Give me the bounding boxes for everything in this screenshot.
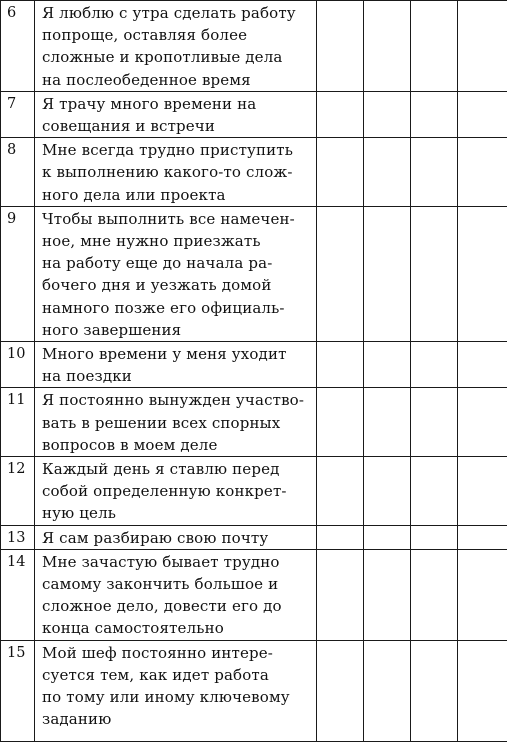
question-number: 9 xyxy=(1,206,35,341)
question-row xyxy=(1,640,507,741)
answer-cell[interactable] xyxy=(364,206,411,341)
answer-cell[interactable] xyxy=(317,388,364,457)
statement-line: к выполнению какого-то слож- xyxy=(42,161,312,183)
question-statement xyxy=(35,388,317,457)
statement-line: на поездки xyxy=(42,365,312,387)
answer-cell[interactable] xyxy=(458,525,507,549)
answer-cell[interactable] xyxy=(411,457,458,526)
question-statement xyxy=(35,1,317,92)
question-row xyxy=(1,525,507,549)
statement-line: Много времени у меня уходит xyxy=(42,343,312,365)
question-statement xyxy=(35,206,317,341)
statement-line: сложные и кропотливые дела xyxy=(42,46,312,68)
answer-cell[interactable] xyxy=(364,342,411,388)
answer-cell[interactable] xyxy=(364,457,411,526)
question-number: 12 xyxy=(1,457,35,526)
question-statement xyxy=(35,640,317,741)
answer-cell[interactable] xyxy=(411,549,458,640)
question-row xyxy=(1,1,507,92)
question-number: 13 xyxy=(1,525,35,549)
question-row xyxy=(1,342,507,388)
question-row xyxy=(1,206,507,341)
question-number: 8 xyxy=(1,138,35,207)
answer-cell[interactable] xyxy=(317,640,364,741)
answer-cell[interactable] xyxy=(317,549,364,640)
questionnaire-rows xyxy=(1,1,507,742)
statement-line: ного дела или проекта xyxy=(42,184,312,206)
answer-cell[interactable] xyxy=(317,138,364,207)
statement-line: совещания и встречи xyxy=(42,115,312,137)
answer-cell[interactable] xyxy=(411,342,458,388)
question-number: 14 xyxy=(1,549,35,640)
statement-line: суется тем, как идет работа xyxy=(42,664,312,686)
statement-line: конца самостоятельно xyxy=(42,617,312,639)
answer-cell[interactable] xyxy=(458,138,507,207)
answer-cell[interactable] xyxy=(317,206,364,341)
answer-cell[interactable] xyxy=(458,1,507,92)
question-number: 10 xyxy=(1,342,35,388)
question-row xyxy=(1,138,507,207)
question-statement xyxy=(35,342,317,388)
answer-cell[interactable] xyxy=(411,91,458,137)
answer-cell[interactable] xyxy=(317,91,364,137)
question-statement xyxy=(35,457,317,526)
question-row xyxy=(1,549,507,640)
answer-cell[interactable] xyxy=(458,549,507,640)
statement-line: ное, мне нужно приезжать xyxy=(42,230,312,252)
answer-cell[interactable] xyxy=(458,388,507,457)
answer-cell[interactable] xyxy=(317,1,364,92)
question-number: 6 xyxy=(1,1,35,92)
question-number: 7 xyxy=(1,91,35,137)
statement-line: по тому или иному ключевому xyxy=(42,686,312,708)
statement-line: ного завершения xyxy=(42,319,312,341)
answer-cell[interactable] xyxy=(458,206,507,341)
answer-cell[interactable] xyxy=(364,138,411,207)
question-row xyxy=(1,388,507,457)
question-statement xyxy=(35,138,317,207)
answer-cell[interactable] xyxy=(364,525,411,549)
answer-cell[interactable] xyxy=(411,640,458,741)
statement-line: Каждый день я ставлю перед xyxy=(42,458,312,480)
statement-line: Мой шеф постоянно интере- xyxy=(42,642,312,664)
statement-line: Я сам разбираю свою почту xyxy=(42,527,312,549)
statement-line: заданию xyxy=(42,708,312,730)
answer-cell[interactable] xyxy=(364,549,411,640)
question-row xyxy=(1,457,507,526)
statement-line: на работу еще до начала ра- xyxy=(42,252,312,274)
statement-line: попроще, оставляя более xyxy=(42,24,312,46)
statement-line: намного позже его официаль- xyxy=(42,297,312,319)
answer-cell[interactable] xyxy=(458,457,507,526)
answer-cell[interactable] xyxy=(317,457,364,526)
question-number: 15 xyxy=(1,640,35,741)
statement-line: Мне зачастую бывает трудно xyxy=(42,551,312,573)
answer-cell[interactable] xyxy=(364,640,411,741)
answer-cell[interactable] xyxy=(411,388,458,457)
answer-cell[interactable] xyxy=(458,640,507,741)
answer-cell[interactable] xyxy=(458,91,507,137)
question-number: 11 xyxy=(1,388,35,457)
answer-cell[interactable] xyxy=(411,206,458,341)
statement-line: ную цель xyxy=(42,502,312,524)
statement-line: вопросов в моем деле xyxy=(42,434,312,456)
answer-cell[interactable] xyxy=(364,388,411,457)
statement-line: на послеобеденное время xyxy=(42,69,312,91)
answer-cell[interactable] xyxy=(411,1,458,92)
statement-line: Я трачу много времени на xyxy=(42,93,312,115)
question-statement xyxy=(35,525,317,549)
statement-line: Мне всегда трудно приступить xyxy=(42,139,312,161)
statement-line: Чтобы выполнить все намечен- xyxy=(42,208,312,230)
answer-cell[interactable] xyxy=(317,525,364,549)
answer-cell[interactable] xyxy=(364,91,411,137)
statement-line: Я постоянно вынужден участво- xyxy=(42,389,312,411)
answer-cell[interactable] xyxy=(411,525,458,549)
statement-line: самому закончить большое и xyxy=(42,573,312,595)
statement-line: собой определенную конкрет- xyxy=(42,480,312,502)
answer-cell[interactable] xyxy=(458,342,507,388)
statement-line: бочего дня и уезжать домой xyxy=(42,274,312,296)
answer-cell[interactable] xyxy=(411,138,458,207)
answer-cell[interactable] xyxy=(364,1,411,92)
question-statement xyxy=(35,91,317,137)
statement-line: вать в решении всех спорных xyxy=(42,412,312,434)
question-statement xyxy=(35,549,317,640)
answer-cell[interactable] xyxy=(317,342,364,388)
statement-line: сложное дело, довести его до xyxy=(42,595,312,617)
statement-line: Я люблю с утра сделать работу xyxy=(42,2,312,24)
question-row xyxy=(1,91,507,137)
